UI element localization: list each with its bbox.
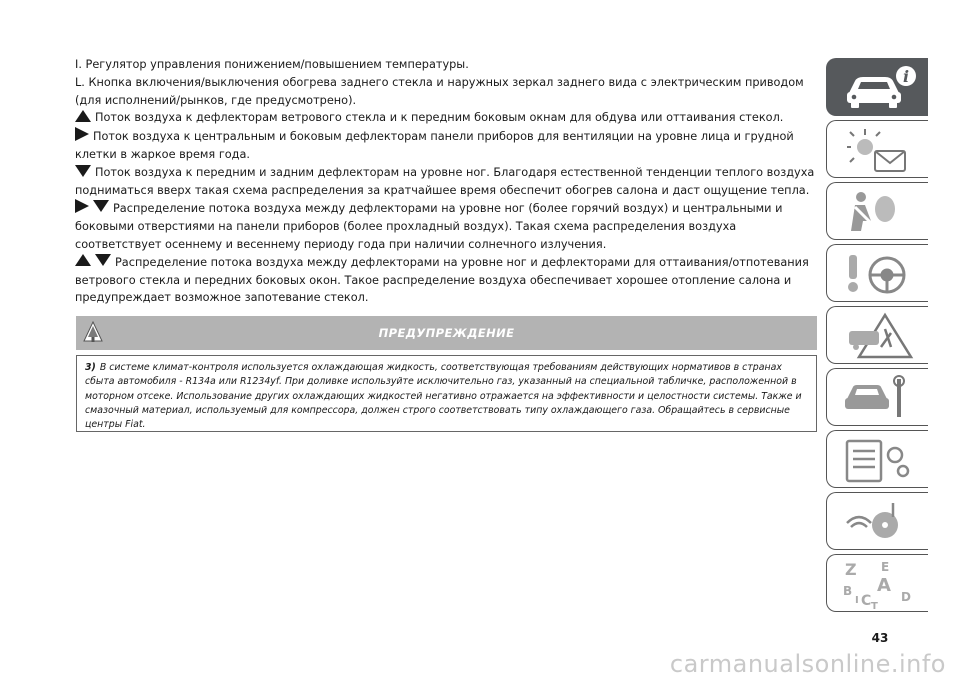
paragraph-feet-windshield-flow: Распределение потока воздуха между дефлекторами на уровне ног и дефлекторами для оттаивания/отпотевания ветрового стекла и передних боковых окон. Такое распределение воздуха обеспечивает хорошее отопление салона и предупреждает возможное запотевание стекол. <box>75 255 809 305</box>
tab-technical-data[interactable] <box>826 430 928 488</box>
technical-data-icon <box>841 435 917 485</box>
tab-warning-lights[interactable] <box>826 120 928 178</box>
tab-airbag-safety[interactable] <box>826 182 928 240</box>
airbag-safety-icon <box>841 187 917 237</box>
warning-number: 3) <box>85 362 96 373</box>
paragraph-feet-face-flow: Распределение потока воздуха между дефлекторами на уровне ног (более горячий воздух) и центральными и боковыми отверстиями на панели приборов (более прохладный воздух). Такая схема распределения воздуха соответствует осеннему и весеннему периоду года при наличии солнечного излучения. <box>75 199 820 253</box>
paragraph-feet-flow: Поток воздуха к передним и задним дефлекторам на уровне ног. Благодаря естественной тенденции теплого воздуха подниматься вверх такая схема распределения за кратчайшее время обеспечит обогрев салона и даст ощущение тепла. <box>75 165 815 197</box>
warning-lights-icon <box>841 125 917 175</box>
tab-multimedia[interactable] <box>826 492 928 550</box>
svg-text:Z: Z <box>845 560 857 579</box>
warning-header <box>76 316 817 350</box>
watermark: carmanualsonline.info <box>669 650 946 678</box>
arrow-right-icon <box>75 127 89 141</box>
body-text <box>75 56 820 307</box>
arrow-up-down-icon <box>75 254 111 267</box>
driving-icon <box>841 249 917 299</box>
svg-text:E: E <box>881 560 890 574</box>
emergency-icon <box>841 311 917 361</box>
tab-car-info[interactable] <box>826 58 928 116</box>
paragraph-L: L. Кнопка включения/выключения обогрева заднего стекла и наружных зеркал заднего вида с электрическим приводом (для исполнений/рынков, где предусмотрено). <box>75 75 804 107</box>
page-number: 43 <box>871 631 889 645</box>
maintenance-icon <box>841 373 917 423</box>
svg-text:A: A <box>877 575 891 596</box>
multimedia-icon <box>841 497 917 547</box>
paragraph-windshield-flow: Поток воздуха к дефлекторам ветрового стекла и к передним боковым окнам для обдува или оттаивания стекол. <box>75 109 820 127</box>
tab-emergency[interactable] <box>826 306 928 364</box>
svg-text:I: I <box>855 595 859 606</box>
tab-index[interactable] <box>826 554 928 612</box>
arrow-up-right-icon <box>75 110 91 122</box>
index-icon <box>841 559 917 609</box>
arrow-right-down-icon <box>75 199 109 213</box>
paragraph-I: I. Регулятор управления понижением/повышением температуры. <box>75 58 469 71</box>
warning-title: ПРЕДУПРЕЖДЕНИЕ <box>378 326 515 340</box>
warning-text: В системе климат-контроля используется охлаждающая жидкость, соответствующая требованиям действующих нормативов в странах сбыта автомобиля - R134a или R1234yf. При доливке используйте исключительно газ, указанный на специальной табличке, расположенной в моторном отсеке. Использование других охлаждающих жидкостей негативно отражается на эффективности и целостности системы. Также и смазочный материал, используемый для компрессора, должен строго соответствовать типу охлаждающего газа. Обращайтесь в сервисные центры Fiat. <box>85 362 802 431</box>
svg-text:T: T <box>871 601 878 609</box>
svg-text:B: B <box>843 584 853 598</box>
tab-maintenance[interactable] <box>826 368 928 426</box>
svg-text:i: i <box>903 67 910 86</box>
arrow-down-icon <box>75 165 91 177</box>
warning-box <box>76 355 817 432</box>
svg-text:C: C <box>861 593 872 609</box>
car-info-icon <box>841 63 917 113</box>
tab-driving[interactable] <box>826 244 928 302</box>
paragraph-face-flow: Поток воздуха к центральным и боковым дефлекторам панели приборов для вентиляции на уровне лица и грудной клетки в жаркое время года. <box>75 127 820 164</box>
svg-text:D: D <box>901 590 911 604</box>
